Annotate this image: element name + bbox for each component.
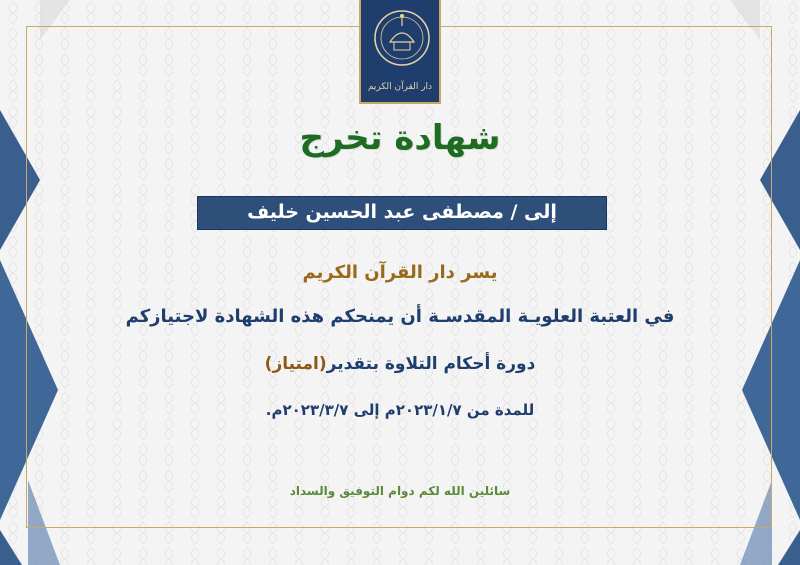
institution-emblem — [359, 0, 441, 104]
course-line — [0, 354, 800, 374]
period-line: للمدة من ٢٠٢٣/١/٧م إلى ٢٠٢٣/٣/٧م. — [265, 401, 535, 419]
issuer-line: يسر دار القرآن الكريم — [302, 262, 498, 283]
emblem-caption: دار القرآن الكريم — [367, 82, 433, 92]
certificate-title: شهادة تخرج — [299, 118, 501, 158]
course-name: دورة أحكام التلاوة بتقدير — [326, 354, 536, 374]
closing-line: سائلين الله لكم دوام التوفيق والسداد — [289, 484, 511, 498]
grant-line: في العتبة العلويـة المقدسـة أن يمنحكم هذه الشهادة لاجتيازكم — [125, 306, 675, 327]
recipient-banner: إلى / مصطفى عبد الحسين خليف — [197, 196, 607, 230]
grade-text: (امتياز) — [264, 354, 327, 374]
